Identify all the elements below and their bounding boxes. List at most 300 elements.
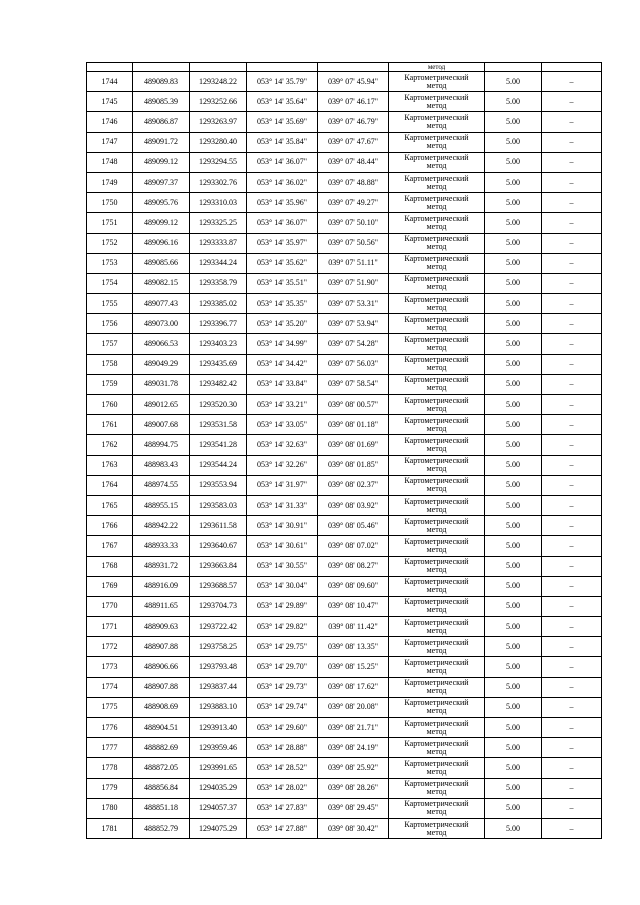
cell-note: – (542, 536, 602, 556)
cell-latitude: 053° 14' 30.55" (247, 556, 318, 576)
table-row (87, 233, 602, 253)
cell-coord-y: 1293344.24 (190, 253, 247, 273)
cell-longitude: 039° 07' 51.90" (318, 273, 389, 293)
cell-latitude: 053° 14' 29.60" (247, 718, 318, 738)
cell-note: – (542, 455, 602, 475)
table-row (87, 374, 602, 394)
cell-accuracy: 5.00 (485, 778, 542, 798)
cell-longitude: 039° 07' 53.94" (318, 314, 389, 334)
cell-coord-y: 1293663.84 (190, 556, 247, 576)
method-line-1: Картометрический (404, 92, 469, 102)
cell-longitude: 039° 07' 47.67" (318, 132, 389, 152)
cell-point-number: 1745 (87, 92, 133, 112)
method-line-1: Картометрический (404, 779, 469, 789)
cell-method (389, 798, 485, 818)
method-line-2: метод (426, 645, 447, 655)
cell-method (389, 112, 485, 132)
cell-accuracy: 5.00 (485, 596, 542, 616)
cell-coord-y: 1293280.40 (190, 132, 247, 152)
cell-latitude: 053° 14' 28.02" (247, 778, 318, 798)
cell-latitude: 053° 14' 27.88" (247, 818, 318, 838)
cell-point-number: 1776 (87, 718, 133, 738)
method-line-2: метод (426, 464, 447, 474)
method-line-1: Картометрический (404, 597, 469, 607)
cell-longitude: 039° 07' 48.88" (318, 172, 389, 192)
cell-coord-x: 489007.68 (133, 415, 190, 435)
cell-coord-x: 488983.43 (133, 455, 190, 475)
method-line-2: метод (426, 80, 447, 90)
cell-longitude: 039° 08' 07.02" (318, 536, 389, 556)
method-line-2: метод (426, 181, 447, 191)
cell-latitude: 053° 14' 29.89" (247, 596, 318, 616)
cell-point-number: 1757 (87, 334, 133, 354)
cell-coord-x: 488908.69 (133, 697, 190, 717)
method-line-2: метод (426, 766, 447, 776)
method-line-1: Картометрический (404, 617, 469, 627)
cell-accuracy: 5.00 (485, 758, 542, 778)
cell-note: – (542, 677, 602, 697)
cell-empty (87, 63, 133, 72)
cell-coord-y: 1293583.03 (190, 495, 247, 515)
cell-method (389, 152, 485, 172)
cell-point-number: 1767 (87, 536, 133, 556)
cell-coord-y: 1293883.10 (190, 697, 247, 717)
cell-accuracy: 5.00 (485, 334, 542, 354)
cell-longitude: 039° 08' 09.60" (318, 576, 389, 596)
cell-method (389, 536, 485, 556)
cell-coord-x: 488906.66 (133, 657, 190, 677)
cell-note: – (542, 354, 602, 374)
cell-note: – (542, 778, 602, 798)
method-line-2: метод (426, 565, 447, 575)
method-line-1: Картометрический (404, 415, 469, 425)
cell-longitude: 039° 08' 20.08" (318, 697, 389, 717)
cell-point-number: 1751 (87, 213, 133, 233)
cell-method (389, 516, 485, 536)
method-line-2: метод (426, 282, 447, 292)
continued-row (87, 63, 602, 72)
cell-coord-y: 1293248.22 (190, 72, 247, 92)
cell-empty (542, 63, 602, 72)
method-line-2: метод (426, 746, 447, 756)
cell-note: – (542, 495, 602, 515)
cell-latitude: 053° 14' 33.21" (247, 395, 318, 415)
table-row (87, 455, 602, 475)
cell-note: – (542, 798, 602, 818)
cell-accuracy: 5.00 (485, 536, 542, 556)
method-line-2: метод (426, 302, 447, 312)
cell-point-number: 1762 (87, 435, 133, 455)
method-line-1: Картометрический (404, 557, 469, 567)
cell-latitude: 053° 14' 36.07" (247, 152, 318, 172)
cell-latitude: 053° 14' 35.69" (247, 112, 318, 132)
cell-method (389, 596, 485, 616)
method-line-1: Картометрический (404, 799, 469, 809)
cell-note: – (542, 556, 602, 576)
cell-accuracy: 5.00 (485, 213, 542, 233)
cell-coord-y: 1293991.65 (190, 758, 247, 778)
table-row (87, 536, 602, 556)
cell-accuracy: 5.00 (485, 132, 542, 152)
cell-point-number: 1759 (87, 374, 133, 394)
cell-coord-x: 488974.55 (133, 475, 190, 495)
cell-method (389, 677, 485, 697)
cell-note: – (542, 435, 602, 455)
cell-accuracy: 5.00 (485, 253, 542, 273)
method-line-2: метод (426, 787, 447, 797)
method-line-1: Картометрический (404, 335, 469, 345)
method-line-1: Картометрический (404, 234, 469, 244)
cell-longitude: 039° 08' 01.69" (318, 435, 389, 455)
cell-coord-y: 1293793.48 (190, 657, 247, 677)
cell-method (389, 435, 485, 455)
cell-accuracy: 5.00 (485, 193, 542, 213)
method-line-1: Картометрический (404, 395, 469, 405)
cell-longitude: 039° 08' 13.35" (318, 637, 389, 657)
cell-method (389, 193, 485, 213)
cell-coord-y: 1293435.69 (190, 354, 247, 374)
method-line-2: метод (426, 363, 447, 373)
method-line-1: Картометрический (404, 658, 469, 668)
cell-latitude: 053° 14' 35.62" (247, 253, 318, 273)
method-line-1: Картометрический (404, 112, 469, 122)
cell-latitude: 053° 14' 33.05" (247, 415, 318, 435)
cell-accuracy: 5.00 (485, 415, 542, 435)
cell-coord-x: 489086.87 (133, 112, 190, 132)
cell-coord-y: 1293294.55 (190, 152, 247, 172)
cell-method (389, 294, 485, 314)
cell-point-number: 1771 (87, 617, 133, 637)
cell-longitude: 039° 08' 30.42" (318, 818, 389, 838)
cell-coord-y: 1293611.58 (190, 516, 247, 536)
cell-method (389, 637, 485, 657)
cell-latitude: 053° 14' 28.88" (247, 738, 318, 758)
cell-point-number: 1764 (87, 475, 133, 495)
cell-coord-x: 488916.09 (133, 576, 190, 596)
cell-note: – (542, 637, 602, 657)
cell-longitude: 039° 08' 15.25" (318, 657, 389, 677)
cell-latitude: 053° 14' 32.63" (247, 435, 318, 455)
cell-coord-y: 1293959.46 (190, 738, 247, 758)
table-row (87, 798, 602, 818)
cell-latitude: 053° 14' 36.02" (247, 172, 318, 192)
cell-accuracy: 5.00 (485, 657, 542, 677)
table-row (87, 92, 602, 112)
method-line-1: Картометрический (404, 819, 469, 829)
cell-method-tail: метод (389, 63, 485, 72)
method-line-2: метод (426, 201, 447, 211)
method-line-2: метод (426, 504, 447, 514)
cell-coord-y: 1293310.03 (190, 193, 247, 213)
cell-latitude: 053° 14' 31.97" (247, 475, 318, 495)
method-line-1: Картометрический (404, 577, 469, 587)
cell-accuracy: 5.00 (485, 273, 542, 293)
cell-coord-x: 489049.29 (133, 354, 190, 374)
method-line-1: Картометрический (404, 435, 469, 445)
cell-coord-y: 1293482.42 (190, 374, 247, 394)
cell-note: – (542, 213, 602, 233)
cell-latitude: 053° 14' 29.70" (247, 657, 318, 677)
cell-method (389, 233, 485, 253)
table-row (87, 314, 602, 334)
method-line-1: Картометрический (404, 294, 469, 304)
cell-method (389, 818, 485, 838)
cell-longitude: 039° 07' 53.31" (318, 294, 389, 314)
cell-note: – (542, 112, 602, 132)
method-line-2: метод (426, 706, 447, 716)
cell-note: – (542, 273, 602, 293)
table-row (87, 758, 602, 778)
method-line-2: метод (426, 666, 447, 676)
cell-coord-y: 1293704.73 (190, 596, 247, 616)
cell-coord-y: 1293531.58 (190, 415, 247, 435)
cell-longitude: 039° 08' 03.92" (318, 495, 389, 515)
method-line-2: метод (426, 343, 447, 353)
cell-method (389, 718, 485, 738)
table-row (87, 617, 602, 637)
cell-coord-x: 488909.63 (133, 617, 190, 637)
cell-latitude: 053° 14' 31.33" (247, 495, 318, 515)
cell-latitude: 053° 14' 35.97" (247, 233, 318, 253)
cell-coord-y: 1293541.28 (190, 435, 247, 455)
cell-accuracy: 5.00 (485, 738, 542, 758)
cell-accuracy: 5.00 (485, 576, 542, 596)
cell-method (389, 495, 485, 515)
cell-coord-x: 489097.37 (133, 172, 190, 192)
cell-point-number: 1760 (87, 395, 133, 415)
cell-longitude: 039° 07' 46.79" (318, 112, 389, 132)
cell-method (389, 273, 485, 293)
cell-accuracy: 5.00 (485, 92, 542, 112)
cell-accuracy: 5.00 (485, 294, 542, 314)
cell-latitude: 053° 14' 35.96" (247, 193, 318, 213)
method-line-2: метод (426, 262, 447, 272)
cell-note: – (542, 576, 602, 596)
cell-method (389, 697, 485, 717)
cell-latitude: 053° 14' 34.99" (247, 334, 318, 354)
cell-longitude: 039° 07' 45.94" (318, 72, 389, 92)
cell-coord-y: 1293688.57 (190, 576, 247, 596)
method-line-2: метод (426, 544, 447, 554)
table-row (87, 415, 602, 435)
cell-point-number: 1747 (87, 132, 133, 152)
cell-method (389, 758, 485, 778)
table-row (87, 556, 602, 576)
cell-latitude: 053° 14' 36.07" (247, 213, 318, 233)
cell-point-number: 1779 (87, 778, 133, 798)
cell-coord-y: 1293913.40 (190, 718, 247, 738)
cell-point-number: 1766 (87, 516, 133, 536)
cell-accuracy: 5.00 (485, 617, 542, 637)
cell-longitude: 039° 08' 00.57" (318, 395, 389, 415)
cell-longitude: 039° 08' 24.19" (318, 738, 389, 758)
method-line-1: Картометрический (404, 254, 469, 264)
cell-note: – (542, 152, 602, 172)
cell-accuracy: 5.00 (485, 354, 542, 374)
cell-latitude: 053° 14' 28.52" (247, 758, 318, 778)
cell-note: – (542, 233, 602, 253)
table-row (87, 677, 602, 697)
cell-point-number: 1780 (87, 798, 133, 818)
cell-coord-x: 489066.53 (133, 334, 190, 354)
cell-note: – (542, 617, 602, 637)
method-line-1: Картометрический (404, 698, 469, 708)
cell-note: – (542, 395, 602, 415)
cell-latitude: 053° 14' 27.83" (247, 798, 318, 818)
table-row (87, 334, 602, 354)
cell-point-number: 1755 (87, 294, 133, 314)
cell-coord-y: 1293640.67 (190, 536, 247, 556)
table-row (87, 718, 602, 738)
method-line-1: Картометрический (404, 456, 469, 466)
cell-method (389, 576, 485, 596)
cell-method (389, 334, 485, 354)
cell-coord-y: 1293358.79 (190, 273, 247, 293)
cell-method (389, 213, 485, 233)
cell-latitude: 053° 14' 29.74" (247, 697, 318, 717)
cell-coord-y: 1294075.29 (190, 818, 247, 838)
cell-point-number: 1775 (87, 697, 133, 717)
cell-method (389, 132, 485, 152)
cell-coord-y: 1293325.25 (190, 213, 247, 233)
cell-coord-y: 1293722.42 (190, 617, 247, 637)
cell-point-number: 1778 (87, 758, 133, 778)
cell-coord-x: 488907.88 (133, 637, 190, 657)
method-line-1: Картометрический (404, 133, 469, 143)
method-line-2: метод (426, 383, 447, 393)
method-line-2: метод (426, 827, 447, 837)
cell-accuracy: 5.00 (485, 374, 542, 394)
cell-coord-x: 488911.65 (133, 596, 190, 616)
cell-point-number: 1750 (87, 193, 133, 213)
cell-note: – (542, 172, 602, 192)
cell-latitude: 053° 14' 32.26" (247, 455, 318, 475)
cell-coord-x: 489085.66 (133, 253, 190, 273)
method-line-2: метод (426, 524, 447, 534)
cell-latitude: 053° 14' 34.42" (247, 354, 318, 374)
cell-coord-x: 488872.05 (133, 758, 190, 778)
cell-accuracy: 5.00 (485, 152, 542, 172)
cell-longitude: 039° 07' 50.56" (318, 233, 389, 253)
cell-longitude: 039° 07' 54.28" (318, 334, 389, 354)
method-line-2: метод (426, 141, 447, 151)
cell-latitude: 053° 14' 35.64" (247, 92, 318, 112)
cell-longitude: 039° 07' 46.17" (318, 92, 389, 112)
cell-coord-x: 489089.83 (133, 72, 190, 92)
method-line-2: метод (426, 605, 447, 615)
cell-note: – (542, 314, 602, 334)
cell-longitude: 039° 08' 01.18" (318, 415, 389, 435)
method-line-2: метод (426, 161, 447, 171)
cell-point-number: 1761 (87, 415, 133, 435)
method-line-1: Картометрический (404, 536, 469, 546)
cell-latitude: 053° 14' 29.73" (247, 677, 318, 697)
table-row (87, 657, 602, 677)
table-row (87, 213, 602, 233)
table-row (87, 273, 602, 293)
cell-note: – (542, 718, 602, 738)
method-line-2: метод (426, 585, 447, 595)
method-line-2: метод (426, 100, 447, 110)
cell-method (389, 415, 485, 435)
cell-coord-x: 488931.72 (133, 556, 190, 576)
cell-point-number: 1753 (87, 253, 133, 273)
cell-coord-x: 489073.00 (133, 314, 190, 334)
cell-longitude: 039° 08' 29.45" (318, 798, 389, 818)
cell-coord-x: 489099.12 (133, 213, 190, 233)
cell-accuracy: 5.00 (485, 72, 542, 92)
table-row (87, 172, 602, 192)
cell-latitude: 053° 14' 29.75" (247, 637, 318, 657)
cell-longitude: 039° 08' 02.37" (318, 475, 389, 495)
cell-longitude: 039° 07' 58.54" (318, 374, 389, 394)
method-line-1: Картометрический (404, 72, 469, 82)
method-line-2: метод (426, 625, 447, 635)
cell-note: – (542, 294, 602, 314)
cell-note: – (542, 72, 602, 92)
cell-coord-x: 489095.76 (133, 193, 190, 213)
method-line-1: Картометрический (404, 496, 469, 506)
cell-method (389, 314, 485, 334)
cell-empty (133, 63, 190, 72)
cell-point-number: 1744 (87, 72, 133, 92)
method-line-1: Картометрический (404, 153, 469, 163)
cell-note: – (542, 374, 602, 394)
cell-accuracy: 5.00 (485, 395, 542, 415)
method-line-2: метод (426, 242, 447, 252)
table-row (87, 253, 602, 273)
cell-note: – (542, 415, 602, 435)
method-line-2: метод (426, 322, 447, 332)
cell-point-number: 1772 (87, 637, 133, 657)
cell-method (389, 253, 485, 273)
cell-longitude: 039° 08' 11.42" (318, 617, 389, 637)
cell-note: – (542, 475, 602, 495)
cell-point-number: 1781 (87, 818, 133, 838)
cell-point-number: 1758 (87, 354, 133, 374)
cell-coord-x: 488933.33 (133, 536, 190, 556)
cell-longitude: 039° 08' 05.46" (318, 516, 389, 536)
method-line-2: метод (426, 221, 447, 231)
method-line-2: метод (426, 443, 447, 453)
cell-coord-y: 1293520.30 (190, 395, 247, 415)
cell-note: – (542, 132, 602, 152)
cell-latitude: 053° 14' 35.79" (247, 72, 318, 92)
cell-point-number: 1756 (87, 314, 133, 334)
cell-accuracy: 5.00 (485, 798, 542, 818)
cell-method (389, 738, 485, 758)
cell-latitude: 053° 14' 35.35" (247, 294, 318, 314)
cell-coord-x: 489096.16 (133, 233, 190, 253)
cell-coord-x: 488994.75 (133, 435, 190, 455)
cell-coord-y: 1293837.44 (190, 677, 247, 697)
table-row (87, 596, 602, 616)
cell-point-number: 1777 (87, 738, 133, 758)
method-line-1: Картометрический (404, 516, 469, 526)
cell-method (389, 92, 485, 112)
cell-coord-x: 488955.15 (133, 495, 190, 515)
method-line-1: Картометрический (404, 355, 469, 365)
cell-longitude: 039° 08' 25.92" (318, 758, 389, 778)
method-line-1: Картометрический (404, 173, 469, 183)
cell-accuracy: 5.00 (485, 455, 542, 475)
cell-latitude: 053° 14' 30.91" (247, 516, 318, 536)
cell-coord-x: 488856.84 (133, 778, 190, 798)
cell-note: – (542, 657, 602, 677)
cell-coord-x: 489091.72 (133, 132, 190, 152)
cell-method (389, 617, 485, 637)
table-row (87, 697, 602, 717)
